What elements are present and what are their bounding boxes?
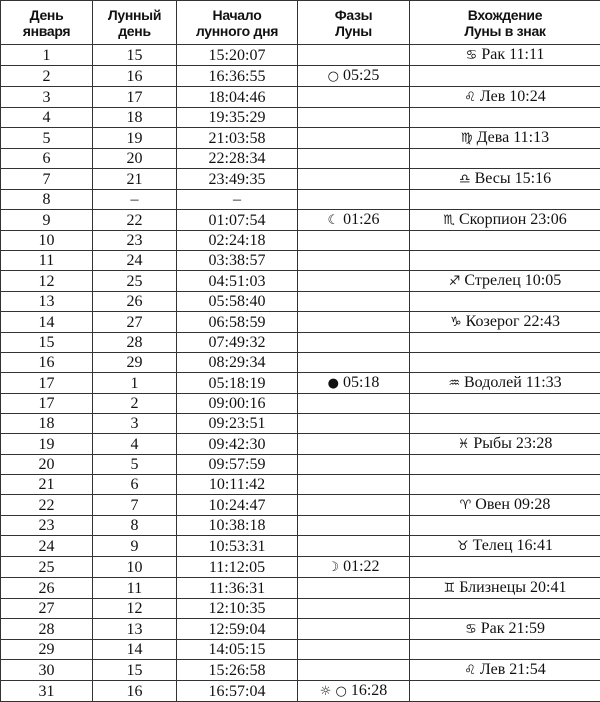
- start-time-cell: 11:36:31: [177, 578, 298, 599]
- table-row: [1, 414, 600, 434]
- table-row: [1, 394, 600, 414]
- sign-cell: [410, 660, 600, 681]
- table-row: [1, 373, 600, 394]
- lunar-day-cell: 9: [93, 536, 177, 557]
- table-row: [1, 45, 600, 66]
- day-cell: 19: [1, 434, 93, 455]
- lunar-day-cell: 5: [93, 455, 177, 475]
- table-row: [1, 333, 600, 353]
- lunar-day-cell: 15: [93, 660, 177, 681]
- sign-cell: [410, 210, 600, 231]
- sign-entry: Телец 16:41: [473, 537, 553, 554]
- day-cell: 11: [1, 251, 93, 271]
- start-time-cell: 04:51:03: [177, 271, 298, 292]
- sign-entry: Лев 21:54: [480, 661, 546, 678]
- sign-entry: Рыбы 23:28: [473, 435, 552, 452]
- lunar-day-cell: –: [93, 190, 177, 210]
- start-time-cell: 09:23:51: [177, 414, 298, 434]
- day-cell: 30: [1, 660, 93, 681]
- phase-cell: [298, 210, 410, 231]
- sign-cell: [410, 599, 600, 619]
- start-time-cell: 09:42:30: [177, 434, 298, 455]
- lunar-day-cell: 7: [93, 495, 177, 516]
- sign-cell: [410, 312, 600, 333]
- day-cell: 22: [1, 495, 93, 516]
- phase-cell: [298, 475, 410, 495]
- zodiac-sign-icon: ♍: [461, 131, 473, 146]
- sign-cell: [410, 414, 600, 434]
- start-time-cell: 12:59:04: [177, 619, 298, 640]
- phase-cell: [298, 149, 410, 169]
- lunar-day-cell: 28: [93, 333, 177, 353]
- zodiac-sign-icon: ♈: [460, 498, 472, 513]
- zodiac-sign-icon: ♋: [466, 48, 478, 63]
- sign-cell: [410, 190, 600, 210]
- table-row: [1, 681, 600, 702]
- start-time-cell: 12:10:35: [177, 599, 298, 619]
- zodiac-sign-icon: ♓: [458, 437, 470, 452]
- start-time-cell: 07:49:32: [177, 333, 298, 353]
- sign-entry: Овен 09:28: [475, 496, 550, 513]
- lunar-day-cell: 23: [93, 231, 177, 251]
- zodiac-sign-icon: ♉: [457, 539, 469, 554]
- phase-cell: [298, 66, 410, 87]
- day-cell: 10: [1, 231, 93, 251]
- lunar-day-cell: 21: [93, 169, 177, 190]
- sign-entry: Скорпион 23:06: [459, 211, 567, 228]
- table-row: [1, 108, 600, 128]
- day-cell: 15: [1, 333, 93, 353]
- lunar-day-cell: 26: [93, 292, 177, 312]
- table-row: [1, 516, 600, 536]
- day-cell: 16: [1, 353, 93, 373]
- start-time-cell: 21:03:58: [177, 128, 298, 149]
- moon-phase-icon: ○: [328, 69, 339, 84]
- header-moon-phases: Фазы Луны: [298, 1, 410, 45]
- header-lunar-day-start: Начало лунного дня: [177, 1, 298, 45]
- day-cell: 26: [1, 578, 93, 599]
- lunar-day-cell: 1: [93, 373, 177, 394]
- start-time-cell: 05:58:40: [177, 292, 298, 312]
- table-row: [1, 353, 600, 373]
- zodiac-sign-icon: ♑: [450, 315, 462, 330]
- lunar-day-cell: 25: [93, 271, 177, 292]
- phase-cell: [298, 434, 410, 455]
- phase-cell: [298, 251, 410, 271]
- sign-entry: Дева 11:13: [477, 129, 550, 146]
- lunar-day-cell: 13: [93, 619, 177, 640]
- phase-cell: [298, 292, 410, 312]
- lunar-day-cell: 17: [93, 87, 177, 108]
- sign-cell: [410, 66, 600, 87]
- phase-cell: [298, 373, 410, 394]
- sign-cell: [410, 373, 600, 394]
- start-time-cell: 10:24:47: [177, 495, 298, 516]
- start-time-cell: 06:58:59: [177, 312, 298, 333]
- zodiac-sign-icon: ♏: [443, 213, 455, 228]
- day-cell: 24: [1, 536, 93, 557]
- phase-cell: [298, 312, 410, 333]
- day-cell: 21: [1, 475, 93, 495]
- table-row: [1, 434, 600, 455]
- table-row: [1, 455, 600, 475]
- phase-time: 01:26: [343, 211, 379, 228]
- day-cell: 5: [1, 128, 93, 149]
- lunar-day-cell: 19: [93, 128, 177, 149]
- table-row: [1, 251, 600, 271]
- lunar-day-cell: 16: [93, 681, 177, 702]
- lunar-day-cell: 20: [93, 149, 177, 169]
- lunar-day-cell: 10: [93, 557, 177, 578]
- sign-cell: [410, 681, 600, 702]
- start-time-cell: 19:35:29: [177, 108, 298, 128]
- lunar-day-cell: 24: [93, 251, 177, 271]
- table-row: [1, 312, 600, 333]
- sign-entry: Весы 15:16: [475, 170, 551, 187]
- day-cell: 27: [1, 599, 93, 619]
- sign-cell: [410, 108, 600, 128]
- sign-entry: Стрелец 10:05: [464, 272, 561, 289]
- sign-cell: [410, 578, 600, 599]
- day-cell: 25: [1, 557, 93, 578]
- phase-cell: [298, 353, 410, 373]
- phase-cell: [298, 455, 410, 475]
- phase-cell: [298, 231, 410, 251]
- phase-cell: [298, 87, 410, 108]
- lunar-day-cell: 15: [93, 45, 177, 66]
- day-cell: 4: [1, 108, 93, 128]
- phase-cell: [298, 414, 410, 434]
- phase-cell: [298, 394, 410, 414]
- table-row: [1, 190, 600, 210]
- phase-cell: [298, 557, 410, 578]
- day-cell: 13: [1, 292, 93, 312]
- start-time-cell: 18:04:46: [177, 87, 298, 108]
- table-row: [1, 475, 600, 495]
- lunar-day-cell: 18: [93, 108, 177, 128]
- start-time-cell: –: [177, 190, 298, 210]
- lunar-day-cell: 3: [93, 414, 177, 434]
- phase-cell: [298, 271, 410, 292]
- start-time-cell: 05:18:19: [177, 373, 298, 394]
- sign-cell: [410, 640, 600, 660]
- start-time-cell: 15:20:07: [177, 45, 298, 66]
- sign-cell: [410, 536, 600, 557]
- lunar-day-cell: 27: [93, 312, 177, 333]
- moon-phase-icon: ●: [328, 376, 339, 391]
- table-row: [1, 599, 600, 619]
- phase-time: 05:18: [343, 374, 379, 391]
- sign-cell: [410, 333, 600, 353]
- day-cell: 20: [1, 455, 93, 475]
- phase-cell: [298, 599, 410, 619]
- start-time-cell: 03:38:57: [177, 251, 298, 271]
- table-row: [1, 169, 600, 190]
- zodiac-sign-icon: ♌: [464, 663, 476, 678]
- moon-phase-icon: ☽: [327, 560, 339, 575]
- phase-cell: [298, 660, 410, 681]
- day-cell: 29: [1, 640, 93, 660]
- table-row: [1, 536, 600, 557]
- sign-entry: Близнецы 20:41: [459, 579, 566, 596]
- sign-entry: Водолей 11:33: [464, 374, 562, 391]
- table-row: [1, 619, 600, 640]
- header-moon-sign-entry: Вхождение Луны в знак: [410, 1, 600, 45]
- sign-entry: Рак 21:59: [481, 620, 545, 637]
- zodiac-sign-icon: ♒: [448, 376, 460, 391]
- table-row: [1, 87, 600, 108]
- table-row: [1, 660, 600, 681]
- lunar-day-cell: 14: [93, 640, 177, 660]
- table-row: [1, 271, 600, 292]
- phase-cell: [298, 333, 410, 353]
- table-row: [1, 231, 600, 251]
- zodiac-sign-icon: ♌: [464, 90, 476, 105]
- start-time-cell: 09:00:16: [177, 394, 298, 414]
- day-cell: 7: [1, 169, 93, 190]
- lunar-day-cell: 4: [93, 434, 177, 455]
- start-time-cell: 15:26:58: [177, 660, 298, 681]
- sign-cell: [410, 619, 600, 640]
- day-cell: 23: [1, 516, 93, 536]
- start-time-cell: 08:29:34: [177, 353, 298, 373]
- header-day: День января: [1, 1, 93, 45]
- lunar-day-cell: 22: [93, 210, 177, 231]
- sign-cell: [410, 169, 600, 190]
- table-row: [1, 128, 600, 149]
- sign-cell: [410, 292, 600, 312]
- lunar-day-cell: 29: [93, 353, 177, 373]
- zodiac-sign-icon: ♎: [459, 172, 471, 187]
- sign-cell: [410, 87, 600, 108]
- day-cell: 17: [1, 394, 93, 414]
- zodiac-sign-icon: ♋: [465, 622, 477, 637]
- start-time-cell: 09:57:59: [177, 455, 298, 475]
- sign-cell: [410, 45, 600, 66]
- header-lunar-day: Лунный день: [93, 1, 177, 45]
- day-cell: 12: [1, 271, 93, 292]
- phase-time: 05:25: [343, 67, 379, 84]
- day-cell: 18: [1, 414, 93, 434]
- table-row: [1, 66, 600, 87]
- start-time-cell: 10:53:31: [177, 536, 298, 557]
- sign-cell: [410, 128, 600, 149]
- day-cell: 8: [1, 190, 93, 210]
- start-time-cell: 10:11:42: [177, 475, 298, 495]
- start-time-cell: 01:07:54: [177, 210, 298, 231]
- day-cell: 2: [1, 66, 93, 87]
- day-cell: 6: [1, 149, 93, 169]
- start-time-cell: 22:28:34: [177, 149, 298, 169]
- table-row: [1, 557, 600, 578]
- day-cell: 1: [1, 45, 93, 66]
- sign-cell: [410, 434, 600, 455]
- sign-cell: [410, 353, 600, 373]
- zodiac-sign-icon: ♊: [444, 581, 456, 596]
- day-cell: 17: [1, 373, 93, 394]
- sign-entry: Козерог 22:43: [466, 313, 560, 330]
- phase-cell: [298, 516, 410, 536]
- sign-cell: [410, 475, 600, 495]
- phase-cell: [298, 681, 410, 702]
- table-row: [1, 495, 600, 516]
- phase-cell: [298, 578, 410, 599]
- table-row: [1, 292, 600, 312]
- table-row: [1, 640, 600, 660]
- lunar-day-cell: 8: [93, 516, 177, 536]
- day-cell: 31: [1, 681, 93, 702]
- phase-time: 01:22: [343, 558, 379, 575]
- start-time-cell: 23:49:35: [177, 169, 298, 190]
- sign-entry: Рак 11:11: [481, 46, 544, 63]
- lunar-day-cell: 11: [93, 578, 177, 599]
- moon-phase-icon: ☼ ○: [320, 684, 347, 699]
- phase-cell: [298, 536, 410, 557]
- day-cell: 14: [1, 312, 93, 333]
- zodiac-sign-icon: ♐: [449, 274, 461, 289]
- phase-cell: [298, 128, 410, 149]
- day-cell: 28: [1, 619, 93, 640]
- table-body: [1, 45, 600, 702]
- phase-cell: [298, 640, 410, 660]
- lunar-day-cell: 6: [93, 475, 177, 495]
- moon-phase-icon: ☾: [327, 213, 339, 228]
- day-cell: 3: [1, 87, 93, 108]
- phase-cell: [298, 190, 410, 210]
- phase-time: 16:28: [351, 682, 387, 699]
- start-time-cell: 10:38:18: [177, 516, 298, 536]
- sign-cell: [410, 231, 600, 251]
- sign-cell: [410, 455, 600, 475]
- phase-cell: [298, 108, 410, 128]
- header-row: [1, 1, 600, 45]
- lunar-day-cell: 12: [93, 599, 177, 619]
- sign-cell: [410, 557, 600, 578]
- sign-cell: [410, 149, 600, 169]
- sign-cell: [410, 495, 600, 516]
- sign-cell: [410, 516, 600, 536]
- phase-cell: [298, 495, 410, 516]
- lunar-day-cell: 16: [93, 66, 177, 87]
- table-row: [1, 149, 600, 169]
- start-time-cell: 16:57:04: [177, 681, 298, 702]
- start-time-cell: 14:05:15: [177, 640, 298, 660]
- start-time-cell: 11:12:05: [177, 557, 298, 578]
- table-row: [1, 210, 600, 231]
- phase-cell: [298, 619, 410, 640]
- sign-entry: Лев 10:24: [480, 88, 546, 105]
- start-time-cell: 02:24:18: [177, 231, 298, 251]
- lunar-day-cell: 2: [93, 394, 177, 414]
- start-time-cell: 16:36:55: [177, 66, 298, 87]
- day-cell: 9: [1, 210, 93, 231]
- sign-cell: [410, 394, 600, 414]
- phase-cell: [298, 45, 410, 66]
- table-row: [1, 578, 600, 599]
- phase-cell: [298, 169, 410, 190]
- sign-cell: [410, 251, 600, 271]
- sign-cell: [410, 271, 600, 292]
